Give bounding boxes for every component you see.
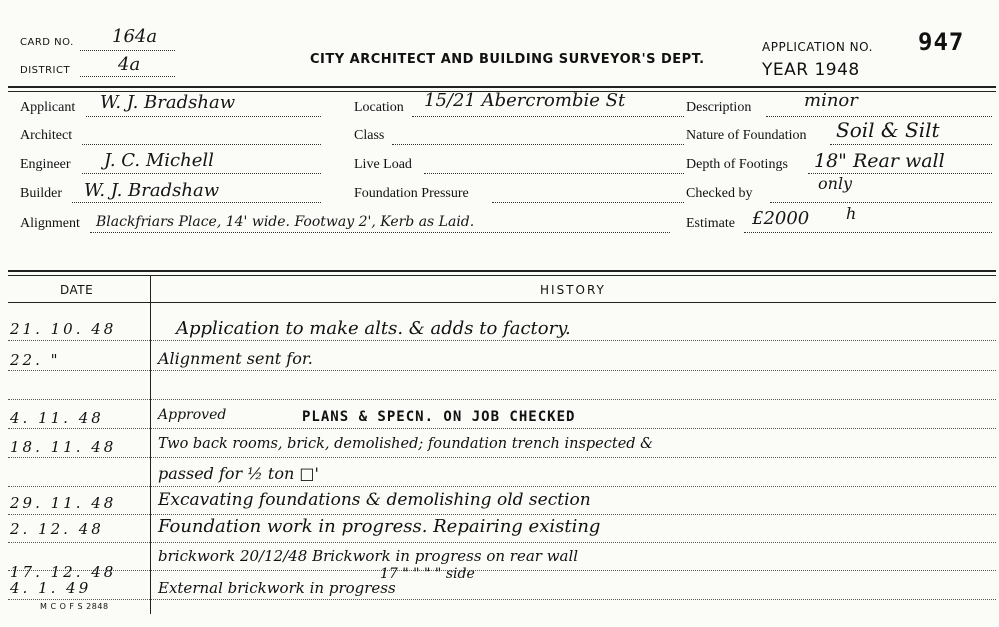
location-line: [412, 116, 684, 117]
class-label: Class: [354, 128, 385, 143]
engineer-label: Engineer: [20, 157, 71, 172]
history-row-date: 18. 11. 48: [10, 438, 117, 456]
applicant-value: W. J. Bradshaw: [100, 92, 236, 113]
district-line: [80, 76, 175, 77]
estimate-initial: h: [846, 204, 857, 223]
applicant-line: [86, 116, 321, 117]
checked-by-label: Checked by: [686, 186, 753, 201]
district-value: 4a: [118, 54, 141, 75]
header-rule-top: [8, 86, 996, 88]
plans-checked-stamp: PLANS & SPECN. ON JOB CHECKED: [302, 409, 576, 425]
table-column-divider: [150, 276, 151, 614]
history-row-text: Two back rooms, brick, demolished; foundation trench inspected &: [158, 436, 654, 452]
checked-by-line: [770, 202, 992, 203]
history-row-text: passed for ½ ton □': [158, 464, 319, 483]
table-rule-bottom: [8, 275, 996, 276]
estimate-line: [744, 232, 992, 233]
row-line: [8, 370, 996, 371]
description-line: [766, 116, 992, 117]
builder-label: Builder: [20, 186, 62, 201]
live-load-line: [424, 173, 684, 174]
table-rule-top: [8, 270, 996, 272]
date-column-header: DATE: [60, 283, 94, 297]
row-line: [8, 340, 996, 341]
history-row-date: 21. 10. 48: [10, 320, 117, 338]
form-code: M C O F S 2848: [40, 602, 109, 611]
alignment-value: Blackfriars Place, 14' wide. Footway 2', Kerb as Laid.: [96, 214, 475, 230]
nature-of-foundation-value: Soil & Silt: [836, 118, 940, 142]
district-label: DISTRICT: [20, 65, 71, 76]
estimate-label: Estimate: [686, 216, 735, 231]
builder-line: [72, 202, 321, 203]
history-row-text: brickwork 20/12/48 Brickwork in progress on rear wall: [158, 547, 579, 565]
year-label: YEAR 1948: [762, 60, 860, 80]
description-label: Description: [686, 100, 752, 115]
row-line: [8, 457, 996, 458]
builder-value: W. J. Bradshaw: [84, 180, 220, 201]
row-line: [8, 514, 996, 515]
row-line: [8, 486, 996, 487]
history-row-date: 29. 11. 48: [10, 494, 117, 512]
application-number: 947: [918, 28, 965, 56]
history-row-text: Alignment sent for.: [158, 349, 313, 368]
foundation-pressure-line: [492, 202, 684, 203]
row-line: [8, 599, 996, 600]
history-row-text: Foundation work in progress. Repairing existing: [158, 516, 601, 537]
row-line: [8, 542, 996, 543]
history-row-date: 2. 12. 48: [10, 520, 104, 538]
foundation-pressure-label: Foundation Pressure: [354, 186, 469, 201]
nature-of-foundation-label: Nature of Foundation: [686, 128, 807, 143]
nature-of-foundation-line: [830, 144, 992, 145]
history-column-header: HISTORY: [540, 283, 606, 297]
history-row-date: 22. ": [10, 351, 61, 369]
history-row-text: Application to make alts. & adds to factory.: [176, 318, 571, 339]
history-row-text: Approved: [158, 407, 227, 423]
history-row-text: Excavating foundations & demolishing old section: [158, 490, 591, 510]
table-header-rule: [8, 302, 996, 303]
card-no-line: [80, 50, 175, 51]
alignment-line: [90, 232, 670, 233]
depth-of-footings-value: 18" Rear wall: [814, 150, 945, 172]
history-row-text: 17 " " " " side: [380, 566, 475, 582]
alignment-label: Alignment: [20, 216, 80, 231]
history-row-date: 17. 12. 48: [10, 563, 117, 581]
live-load-label: Live Load: [354, 157, 412, 172]
card-no-label: CARD NO.: [20, 37, 74, 48]
engineer-line: [82, 173, 321, 174]
card-no-value: 164a: [112, 26, 158, 47]
history-row-date: 4. 1. 49: [10, 579, 92, 597]
location-label: Location: [354, 100, 404, 115]
row-line: [8, 428, 996, 429]
engineer-value: J. C. Michell: [104, 150, 214, 171]
estimate-value: £2000: [752, 208, 810, 229]
depth-of-footings-continuation: only: [818, 174, 853, 193]
application-label: APPLICATION NO.: [762, 40, 873, 54]
history-row-date: 4. 11. 48: [10, 409, 104, 427]
location-value: 15/21 Abercrombie St: [424, 90, 626, 111]
row-line: [8, 570, 996, 571]
history-row-text: External brickwork in progress: [158, 579, 396, 597]
row-line: [8, 399, 996, 400]
architect-label: Architect: [20, 128, 73, 143]
architect-line: [82, 144, 321, 145]
applicant-label: Applicant: [20, 100, 76, 115]
department-title: CITY ARCHITECT AND BUILDING SURVEYOR'S DEPT.: [310, 52, 705, 67]
class-line: [392, 144, 684, 145]
description-value: minor: [804, 90, 858, 111]
depth-of-footings-label: Depth of Footings: [686, 157, 788, 172]
